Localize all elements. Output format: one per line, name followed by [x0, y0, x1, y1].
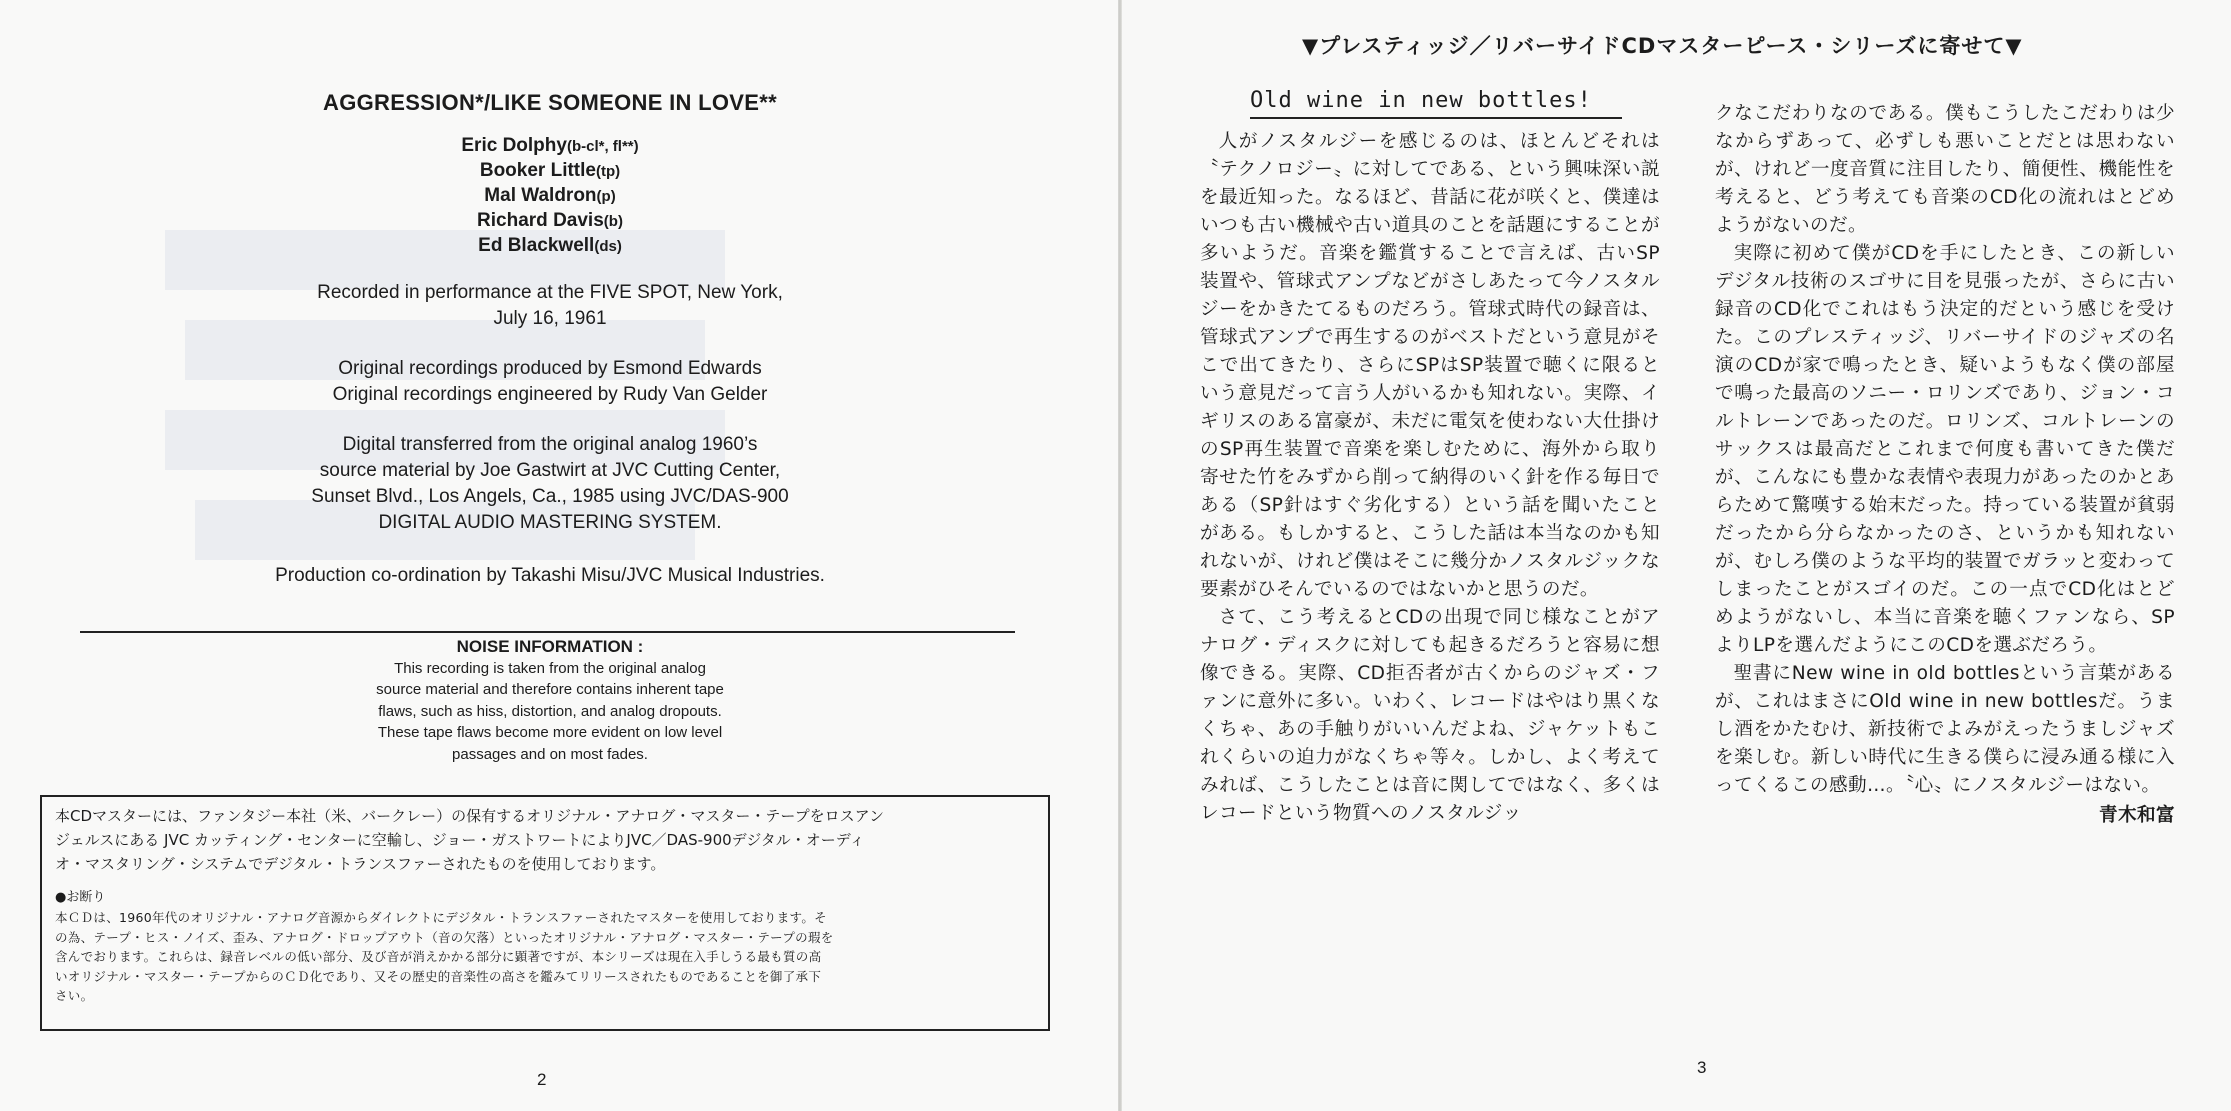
paragraph: さて、こう考えるとCDの出現で同じ様なことがアナログ・ディスクに対しても起きるだろうと容易に想像できる。実際、CD拒否者が古くからのジャズ・ファンに意外に多い。いわく、レコードはやはり黒くなくちゃ、あの手触りがいいんだよね、ジャケットもこれくらいの迫力がなくちゃ等々。しかし、よく考えてみれば、こうしたことは音に関してではなく、多くはレコードという物質へのノスタルジッ [1200, 607, 1660, 824]
japanese-notice-box [40, 795, 1050, 1031]
instrument-label: (p) [596, 188, 616, 205]
title-underline [1250, 117, 1622, 119]
digital-transfer-info: Digital transferred from the original analog 1960’s source material by Joe Gastwirt at JVC Cutting Center, Sunset Blvd., Los Angels, Ca., 1985 using JVC/DAS-900 DIGITAL AUDIO MASTERING SYSTEM. [311, 434, 789, 533]
personnel-row [200, 134, 900, 159]
album-title: AGGRESSION*/LIKE SOMEONE IN LOVE** [323, 90, 777, 115]
ghost-title-watermark [165, 220, 725, 600]
instrument-label: (b-cl*, fl**) [566, 138, 639, 155]
paragraph: クなこだわりなのである。僕もこうしたこだわりは少なからずあって、必ずしも悪いことだとは思わないが、けれど一度音質に注目したり、簡便性、機能性を考えると、どう考えても音楽のCD化の流れはとどめようがないのだ。 [1715, 103, 2175, 236]
instrument-label: (tp) [595, 163, 621, 180]
personnel-list [200, 134, 900, 259]
musician-name: Booker Little [479, 160, 596, 181]
page-number: 2 [537, 1070, 547, 1089]
essay-column-1 [1200, 128, 1660, 828]
instrument-label: (ds) [594, 238, 622, 255]
musician-name: Ed Blackwell [478, 235, 595, 256]
divider-line [80, 631, 1015, 633]
essay-title-block [1250, 88, 1622, 119]
essay-column-2 [1715, 100, 2175, 830]
personnel-row [200, 184, 900, 209]
instrument-label: (b) [603, 213, 623, 230]
production-credits: Original recordings produced by Esmond Edwards Original recordings engineered by Rudy Van Gelder [332, 358, 768, 405]
noise-title: NOISE INFORMATION : [456, 637, 644, 656]
disclaimer-heading: ●お断り [55, 890, 106, 905]
series-header: ▼プレスティッジ／リバーサイドCDマスターピース・シリーズに寄せて▼ [1302, 34, 2023, 58]
paragraph: 実際に初めて僕がCDを手にしたとき、この新しいデジタル技術のスゴサに目を見張ったが、さらに古い録音のCD化でこれはもう決定的だという感じを受けた。このプレスティッジ、リバーサイドのジャズの名演のCDが家で鳴ったとき、疑いようもなく僕の部屋で鳴った最高のソニー・ロリンズであり、ジョン・コルトレーンであったのだ。ロリンズ、コルトレーンのサックスは最高だとこれまで何度も書いてきた僕だが、こんなにも豊かな表情や表現力があったのかとあらためて驚嘆する始末だった。持っている装置が貧弱だったから分らなかったのさ、というかも知れないが、むしろ僕のような平均的装置でガラッと変わってしまったことがスゴイのだ。この一点でCD化はとどめようがないし、本当に音楽を聴くファンなら、SPよりLPを選んだようにこのCDを選ぶだろう。 [1715, 243, 2175, 656]
paragraph: 聖書にNew wine in old bottlesという言葉があるが、これはまさにOld wine in new bottlesだ。うまし酒をかたむけ、新技術でよみがえったうましジャズを楽しむ。新しい時代に生きる僕らに浸み通る様に入ってくるこの感動…。〝心〟にノスタルジーはない。 [1715, 663, 2175, 796]
personnel-row [200, 234, 900, 259]
personnel-row [200, 209, 900, 234]
essay-title: Old wine in new bottles! [1250, 88, 1592, 113]
master-tape-notice: 本CDマスターには、ファンタジー本社（米、バークレー）の保有するオリジナル・アナログ・マスター・テープをロスアン ジェルスにある JVC カッティング・センターに空輸し、ジョー・ガストワートによりJVC／DAS-900デジタル・オーディ オ・マスタリング・システムでデジタル・トランスファーされたものを使用しております。 [55, 807, 885, 873]
coordination-credit: Production co-ordination by Takashi Misu/JVC Musical Industries. [275, 565, 825, 586]
recording-info: Recorded in performance at the FIVE SPOT, New York, July 16, 1961 [317, 282, 783, 329]
musician-name: Eric Dolphy [461, 135, 567, 156]
page-number: 3 [1697, 1058, 1707, 1077]
musician-name: Mal Waldron [484, 185, 597, 206]
disclaimer-text: 本ＣＤは、1960年代のオリジナル・アナログ音源からダイレクトにデジタル・トランスファーされたマスターを使用しております。そ の為、テープ・ヒス・ノイズ、歪み、アナログ・ドロップアウト（音の欠落）といったオリジナル・アナログ・マスター・テープの瑕を 含んでおります。これらは、録音レベルの低い部分、及び音が消えかかる部分に顕著ですが、本シリーズは現在入手しうる最も質の高 いオリジナル・マスター・テープからのＣＤ化であり、又その歴史的音楽性の高さを鑑みてリリースされたものであることを御了承下 さい。 [55, 910, 834, 1003]
paragraph: 人がノスタルジーを感じるのは、ほとんどそれは〝テクノロジー〟に対してである、という興味深い説を最近知った。なるほど、昔話に花が咲くと、僕達はいつも古い機械や古い道具のことを話題にすることが多いようだ。音楽を鑑賞することで言えば、古いSP装置や、管球式アンプなどがさしあたって今ノスタルジーをかきたてるものだろう。管球式時代の録音は、管球式アンプで再生するのがベストだという意見がそこで出てきたり、さらにSPはSP装置で聴くに限るという意見だって言う人がいるかも知れない。実際、イギリスのある富豪が、未だに電気を使わない大仕掛けのSP再生装置で音楽を楽しむために、海外から取り寄せた竹をみずから削って納得のいく針を作る毎日である（SP針はすぐ劣化する）という話を聞いたことがある。もしかすると、こうした話は本当なのかも知れないが、けれど僕はそこに幾分かノスタルジックな要素がひそんでいるのではないかと思うのだ。 [1200, 131, 1660, 600]
noise-information: NOISE INFORMATION : This recording is taken from the original analog source material and therefore contains inherent tape flaws, such as hiss, distortion, and analog dropouts. These tape flaws become more evident on low level passages and on most fades. [280, 636, 820, 765]
right-page [1122, 0, 2231, 1111]
author-name: 青木和富 [2099, 805, 2175, 826]
personnel-row [200, 159, 900, 184]
musician-name: Richard Davis [477, 210, 604, 231]
